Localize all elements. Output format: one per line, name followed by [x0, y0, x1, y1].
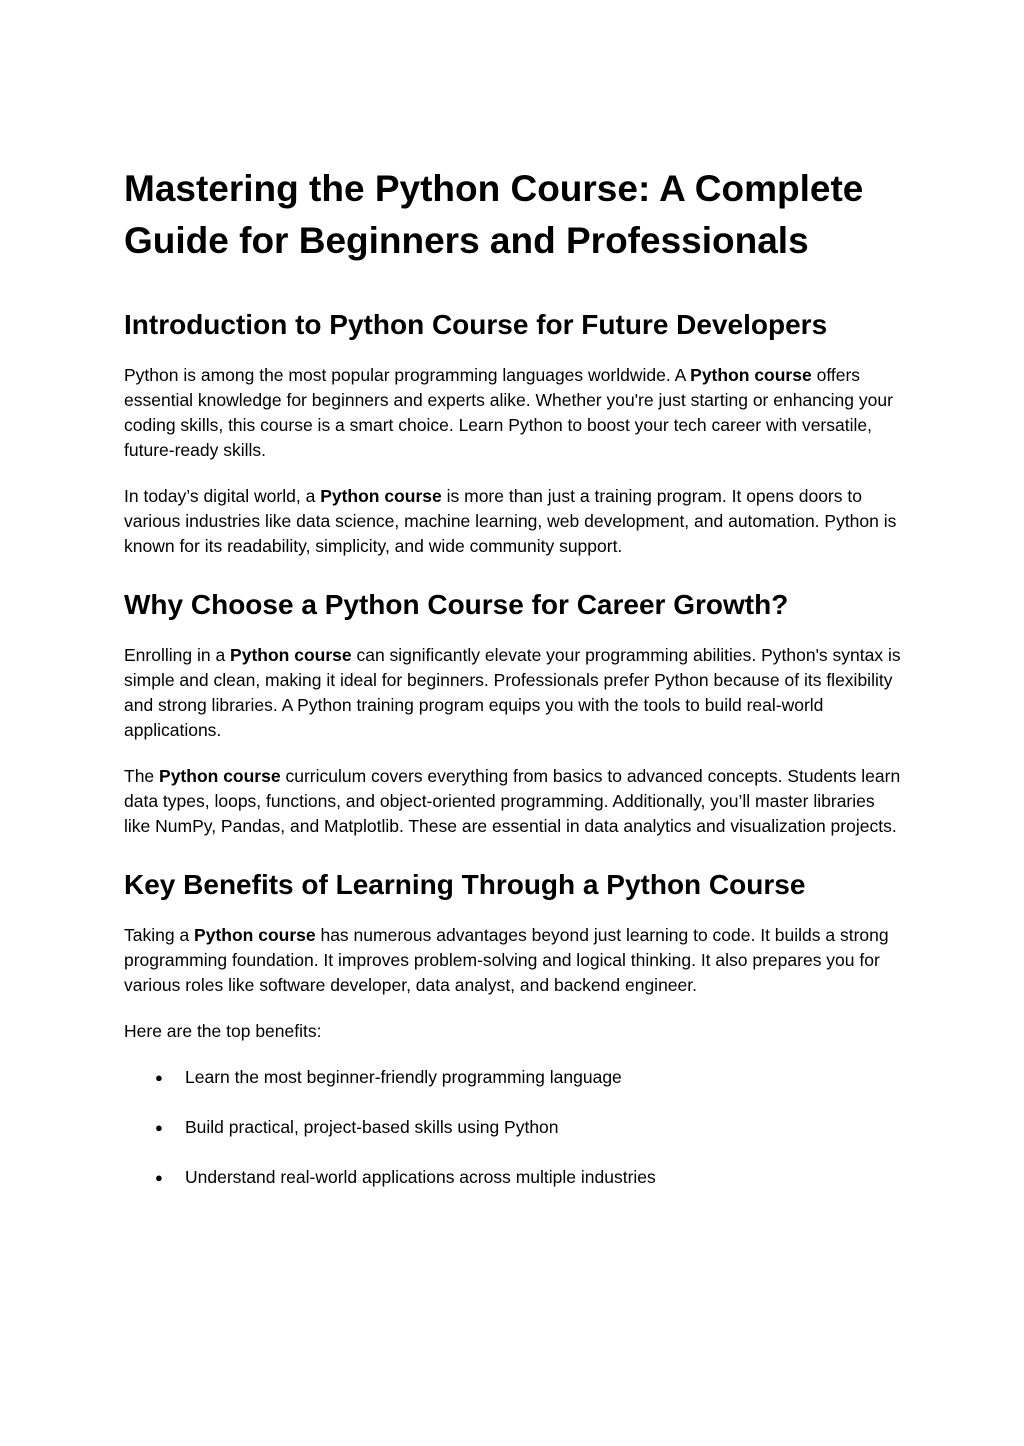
benefits-list: [124, 1065, 904, 1190]
bold-keyword: Python course: [690, 365, 812, 385]
list-item: [124, 1165, 904, 1190]
paragraph-text: offers essential knowledge for beginners and experts alike. Whether you're just starting or enhancing your coding skills, this course is a smart choice. Learn Python to boost your tech career with versatile, future-ready skills.: [124, 365, 893, 460]
bold-keyword: Python course: [320, 486, 442, 506]
list-item-text: Understand real-world applications across multiple industries: [185, 1167, 656, 1187]
bold-keyword: Python course: [230, 645, 352, 665]
paragraph-text: Here are the top benefits:: [124, 1021, 322, 1041]
paragraph-text: curriculum covers everything from basics to advanced concepts. Students learn data types, loops, functions, and object-oriented programming. Additionally, you’ll master libraries like NumPy, Pandas, and Matplotlib. These are essential in data analytics and visualization projects.: [124, 766, 901, 836]
section-heading-introduction: Introduction to Python Course for Future Developers: [124, 309, 828, 340]
section-heading-key-benefits: Key Benefits of Learning Through a Python Course: [124, 869, 806, 900]
paragraph-text: The: [124, 766, 160, 786]
paragraph-why-2: [124, 764, 904, 839]
paragraph-intro-2: [124, 484, 904, 559]
section-heading-why-choose: Why Choose a Python Course for Career Growth?: [124, 589, 789, 620]
list-item: [124, 1065, 904, 1090]
list-item: [124, 1115, 904, 1140]
paragraph-text: In today’s digital world, a: [124, 486, 321, 506]
bold-keyword: Python course: [159, 766, 281, 786]
paragraph-intro-1: [124, 363, 904, 463]
paragraph-text: Taking a: [124, 925, 195, 945]
list-item-text: Build practical, project-based skills using Python: [185, 1117, 559, 1137]
paragraph-text: can significantly elevate your programming abilities. Python's syntax is simple and clean, making it ideal for beginners. Professionals prefer Python because of its flexibility and strong libraries. A Python training program equips you with the tools to build real-world applications.: [124, 645, 901, 740]
paragraph-text: Python is among the most popular programming languages worldwide. A: [124, 365, 691, 385]
paragraph-why-1: [124, 643, 904, 743]
paragraph-text: has numerous advantages beyond just learning to code. It builds a strong programming foundation. It improves problem-solving and logical thinking. It also prepares you for various roles like software developer, data analyst, and backend engineer.: [124, 925, 889, 995]
bullet-icon: ●: [155, 1170, 163, 1185]
paragraph-text: is more than just a training program. It opens doors to various industries like data science, machine learning, web development, and automation. Python is known for its readability, simplicity, and wide community support.: [124, 486, 897, 556]
paragraph-text: Enrolling in a: [124, 645, 231, 665]
paragraph-benefits-1: [124, 923, 904, 998]
page-title: Mastering the Python Course: A Complete Guide for Beginners and Professionals: [124, 168, 864, 261]
bullet-icon: ●: [155, 1120, 163, 1135]
list-item-text: Learn the most beginner-friendly programming language: [185, 1067, 622, 1087]
bullet-icon: ●: [155, 1070, 163, 1085]
paragraph-benefits-intro: [124, 1019, 904, 1044]
document-page: [124, 163, 904, 1190]
bold-keyword: Python course: [194, 925, 316, 945]
